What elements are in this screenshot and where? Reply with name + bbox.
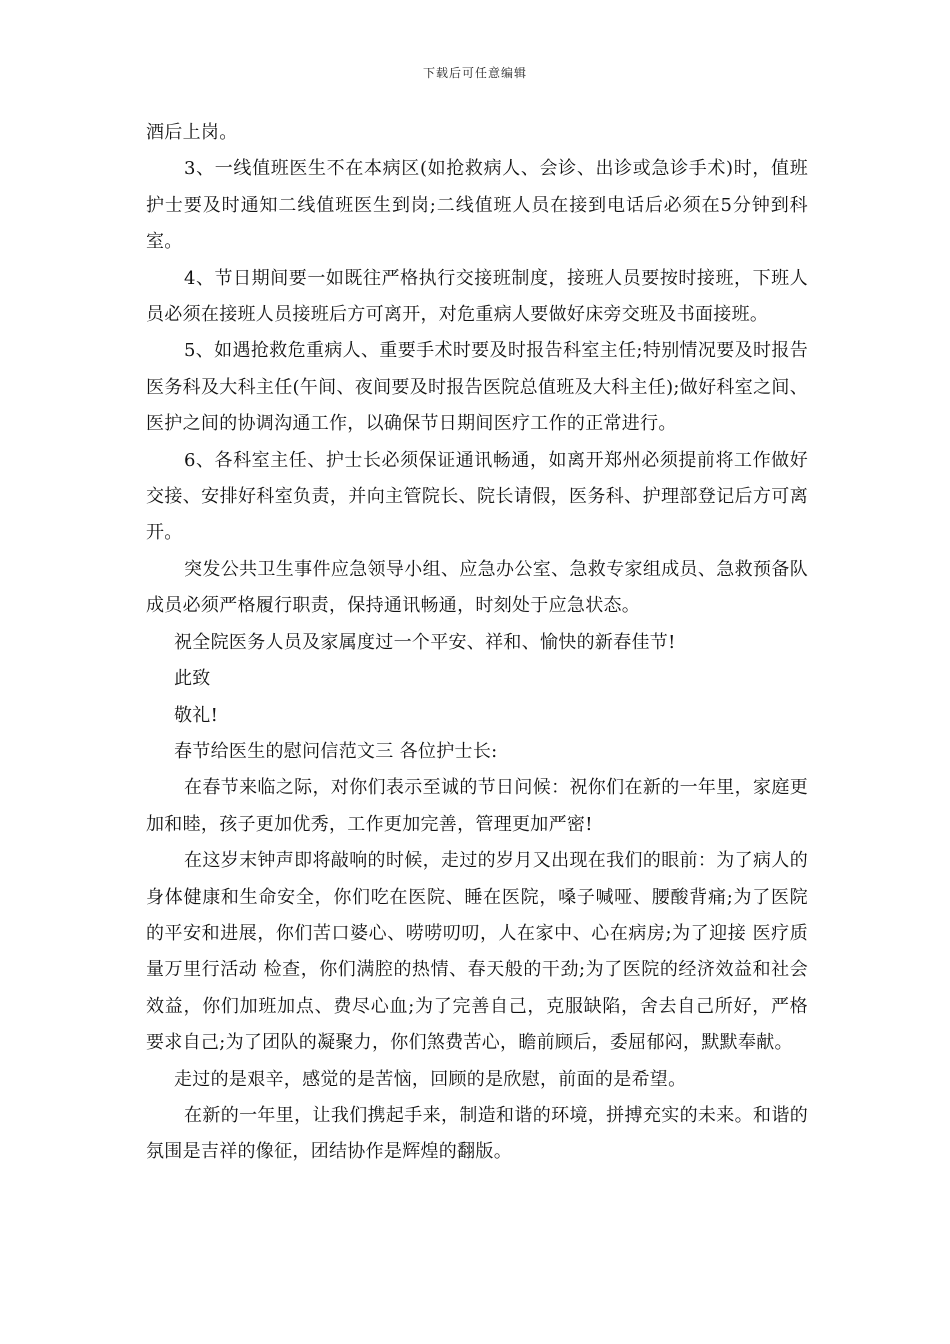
paragraph-item-5: 5、如遇抢救危重病人、重要手术时要及时报告科室主任;特别情况要及时报告医务科及大科主任(午间、夜间要及时报告医院总值班及大科主任);做好科室之间、医护之间的协调沟通工作，以确保节日期间医疗工作的正常进行。 [146,340,808,435]
paragraph-item-3: 3、一线值班医生不在本病区(如抢救病人、会诊、出诊或急诊手术)时，值班护士要及时通知二线值班医生到岗;二线值班人员在接到电话后必须在5分钟到科室。 [146,158,808,253]
page-header: 下载后可任意编辑 [422,66,527,80]
paragraph-item-6: 6、各科室主任、护士长必须保证通讯畅通，如离开郑州必须提前将工作做好交接、安排好科室负责，并向主管院长、院长请假，医务科、护理部登记后方可离开。 [146,449,808,544]
document-body [146,115,808,1171]
paragraph-emergency: 突发公共卫生事件应急领导小组、应急办公室、急救专家组成员、急救预备队成员必须严格履行职责，保持通讯畅通，时刻处于应急状态。 [146,558,808,617]
paragraph-item-4: 4、节日期间要一如既往严格执行交接班制度，接班人员要按时接班，下班人员必须在接班人员接班后方可离开，对危重病人要做好床旁交班及书面接班。 [146,267,808,326]
section-title: 春节给医生的慰问信范文三 各位护士长: [174,740,498,762]
paragraph-continuation: 酒后上岗。 [146,122,238,143]
paragraph-summary: 走过的是艰辛，感觉的是苦恼，回顾的是欣慰，前面的是希望。 [174,1068,687,1090]
paragraph-greeting: 在春节来临之际，对你们表示至诚的节日问候：祝你们在新的一年里，家庭更加和睦，孩子更加优秀，工作更加完善，管理更加严密! [146,777,808,835]
closing-salutation: 此致 [174,668,211,690]
closing-regards: 敬礼! [174,704,219,726]
paragraph-wishes: 祝全院医务人员及家属度过一个平安、祥和、愉快的新春佳节! [174,631,676,653]
paragraph-new-year: 在新的一年里，让我们携起手来，制造和谐的环境，拼搏充实的未来。和谐的氛围是吉祥的像征，团结协作是辉煌的翻版。 [146,1104,808,1163]
paragraph-retrospect: 在这岁末钟声即将敲响的时候，走过的岁月又出现在我们的眼前：为了病人的身体健康和生命安全，你们吃在医院、睡在医院，嗓子喊哑、腰酸背痛;为了医院的平安和进展，你们苦口婆心、唠唠叨叨，人在家中、心在病房;为了迎接 医疗质量万里行活动 检查，你们满腔的热情、春天般的干劲;为了医院的经济效益和社会效益，你们加班加点、费尽心血;为了完善自己，克服缺陷，舍去自己所好，严格要求自己;为了团队的凝聚力，你们煞费苦心，瞻前顾后，委屈郁闷，默默奉献。 [146,850,808,1054]
